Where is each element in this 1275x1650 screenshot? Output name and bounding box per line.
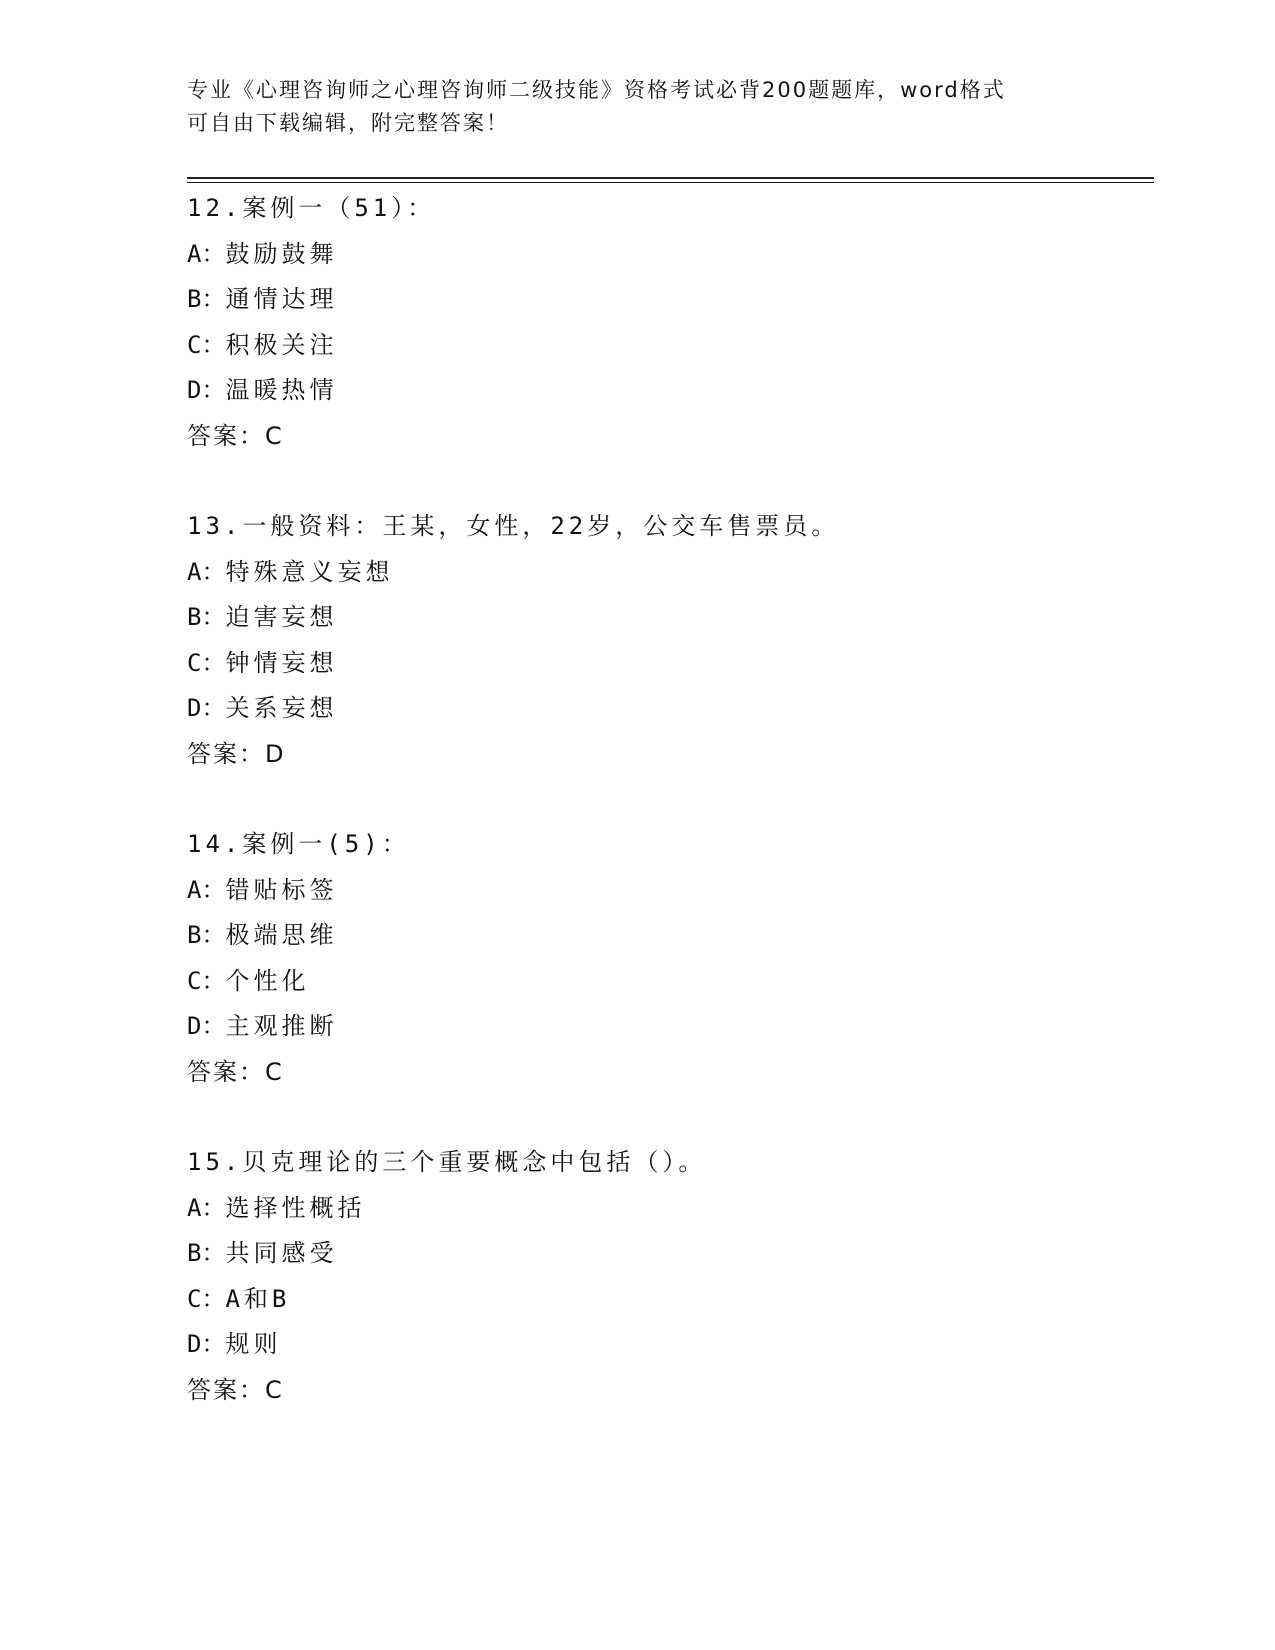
option-text: 共同感受: [225, 1239, 338, 1267]
option-key: C：: [187, 1284, 226, 1313]
document-header: [187, 74, 1107, 140]
option-c: [187, 959, 1147, 1005]
option-c: [187, 323, 1147, 369]
header-divider-top: [187, 177, 1154, 179]
header-line-1: 专业《心理咨询师之心理咨询师二级技能》资格考试必背200题题库，word格式: [187, 78, 1006, 102]
option-key: D：: [187, 694, 226, 722]
question-stem: 15.贝克理论的三个重要概念中包括（）。: [187, 1148, 707, 1176]
option-d: [187, 686, 1147, 732]
option-b: [187, 913, 1147, 959]
option-text: 特殊意义妄想: [225, 557, 394, 586]
option-key: B：: [187, 603, 226, 631]
option-b: [187, 1231, 1147, 1277]
option-key: C：: [187, 966, 226, 995]
option-key: D：: [187, 1330, 226, 1358]
header-divider-bottom: [187, 182, 1154, 183]
option-text: 选择性概括: [225, 1193, 366, 1222]
option-d: [187, 368, 1147, 414]
answer-line: 答案：C: [187, 1375, 284, 1404]
question-item: [187, 186, 1147, 504]
question-list: [187, 186, 1147, 1458]
question-item: [187, 504, 1147, 822]
answer-line: 答案：C: [187, 421, 284, 450]
option-key: D：: [187, 376, 226, 404]
option-b: [187, 595, 1147, 641]
question-stem: 14.案例一(5)：: [187, 830, 410, 858]
option-text: 迫害妄想: [225, 603, 338, 631]
option-key: D：: [187, 1012, 226, 1040]
option-text: 积极关注: [225, 330, 338, 359]
answer-line: 答案：C: [187, 1057, 284, 1086]
option-text: 通情达理: [225, 285, 338, 313]
option-text: 规则: [225, 1330, 282, 1358]
option-text: A和B: [225, 1284, 291, 1313]
option-c: [187, 641, 1147, 687]
option-key: C：: [187, 330, 226, 359]
option-key: A：: [187, 1193, 226, 1222]
option-a: [187, 868, 1147, 914]
option-d: [187, 1004, 1147, 1050]
option-text: 钟情妄想: [225, 648, 338, 677]
option-key: B：: [187, 285, 226, 313]
option-text: 主观推断: [225, 1012, 338, 1040]
option-text: 鼓励鼓舞: [225, 239, 338, 268]
option-key: A：: [187, 875, 226, 904]
option-a: [187, 1186, 1147, 1232]
question-item: [187, 822, 1147, 1140]
option-key: A：: [187, 557, 226, 586]
option-key: B：: [187, 1239, 226, 1267]
option-text: 温暖热情: [225, 376, 338, 404]
option-text: 个性化: [225, 966, 310, 995]
option-b: [187, 277, 1147, 323]
option-a: [187, 232, 1147, 278]
option-c: [187, 1277, 1147, 1323]
question-item: [187, 1140, 1147, 1458]
option-d: [187, 1322, 1147, 1368]
option-a: [187, 550, 1147, 596]
question-stem: 12.案例一（51）：: [187, 194, 436, 222]
option-text: 极端思维: [225, 921, 338, 949]
option-key: C：: [187, 648, 226, 677]
option-text: 错贴标签: [225, 875, 338, 904]
option-key: A：: [187, 239, 226, 268]
question-stem: 13.一般资料：王某，女性，22岁，公交车售票员。: [187, 512, 840, 540]
answer-line: 答案：D: [187, 739, 286, 768]
header-line-2: 可自由下载编辑，附完整答案！: [187, 111, 509, 135]
option-key: B：: [187, 921, 226, 949]
option-text: 关系妄想: [225, 694, 338, 722]
